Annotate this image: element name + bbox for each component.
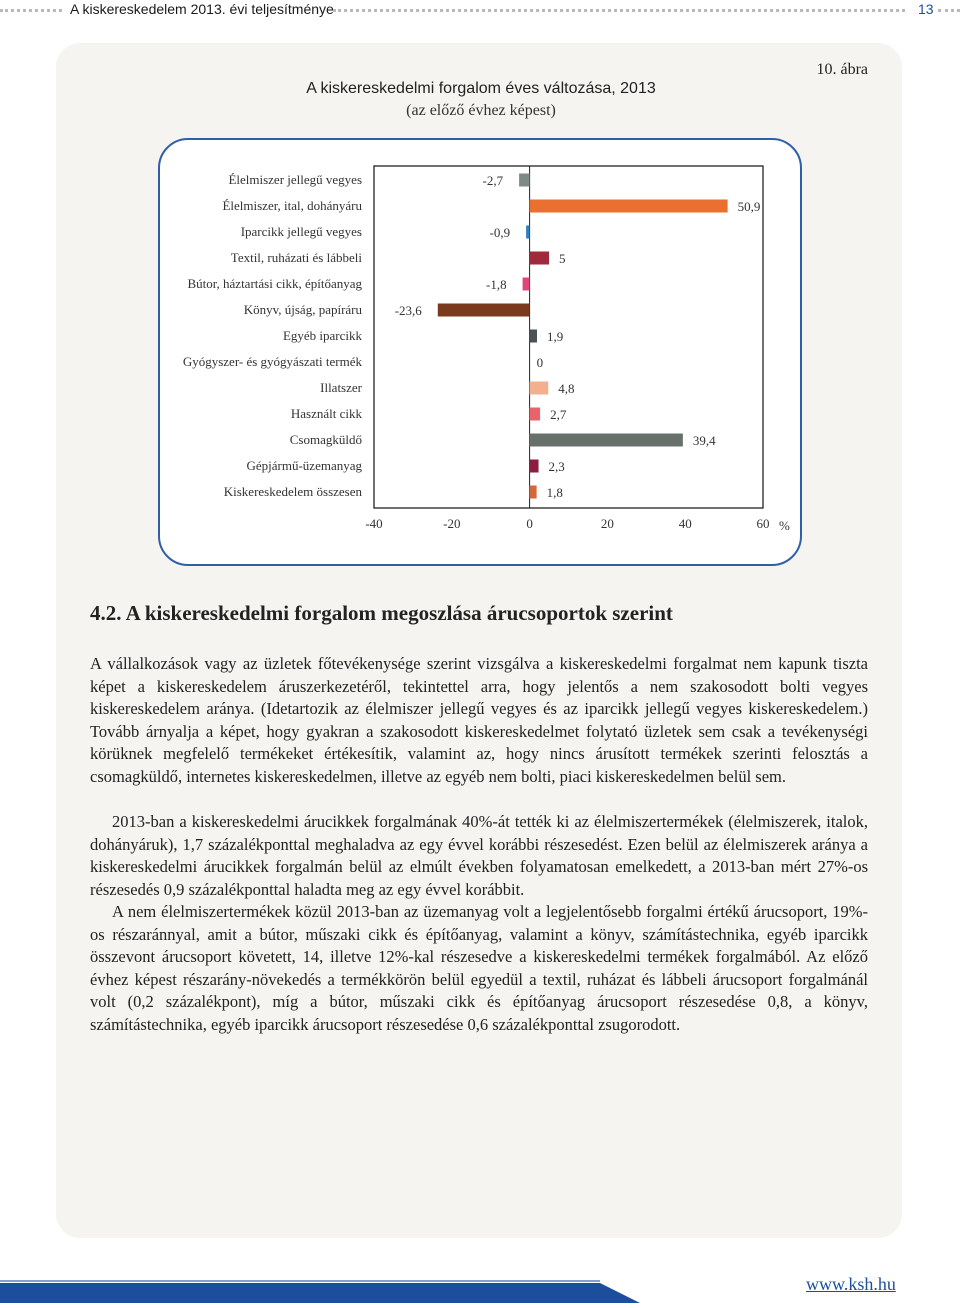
ksh-website-link[interactable]: www.ksh.hu [806, 1274, 896, 1294]
category-label: Iparcikk jellegű vegyes [240, 224, 362, 239]
data-label: -2,7 [482, 173, 504, 188]
bar [530, 408, 541, 421]
header-dots-mid [333, 9, 905, 12]
category-label: Textil, ruházati és lábbeli [230, 250, 362, 265]
chart-title: A kiskereskedelmi forgalom éves változása, 2013 [306, 80, 656, 97]
bar [530, 460, 539, 473]
category-label: Élelmiszer jellegű vegyes [228, 172, 362, 187]
category-label: Bútor, háztartási cikk, építőanyag [187, 276, 362, 291]
x-tick-label: -20 [443, 516, 461, 531]
data-label: 1,8 [546, 485, 563, 500]
category-label: Gépjármű-üzemanyag [246, 458, 362, 473]
data-label: -23,6 [394, 303, 422, 318]
data-label: 4,8 [558, 381, 575, 396]
data-label: -1,8 [486, 277, 507, 292]
data-label: 0 [536, 355, 544, 370]
chart-subtitle: (az előző évhez képest) [406, 102, 556, 119]
paragraph-1: A vállalkozások vagy az üzletek főtevékenysége szerint vizsgálva a kiskereskedelmi forgalmat nem kapunk tiszta képet a kiskereskedelem áruszerkezetéről, tekintettel arra, hogy jelentős a nem szakosodott bolti vegyes kiskereskedelem aránya. (Idetartozik az élelmiszer jellegű vegyes és az iparcikk jellegű vegyes kiskereskedelem.) Tovább árnyalja a képet, hogy gyakran a szakosodott kiskereskedelmet folytató üzletek sem csak a tevékenységi körüknek megfelelő termékeket értékesítik, valamint az, hogy nincs árusított termékek szerinti felosztás a csomagküldő, internetes kiskereskedelmen, illetve az egyéb nem bolti, piaci kiskereskedelmen belül sem. [90, 654, 868, 786]
bar [530, 382, 549, 395]
x-tick-label: -40 [365, 516, 383, 531]
running-title: A kiskereskedelem 2013. évi teljesítménye [70, 1, 334, 17]
header-dots-left [0, 9, 62, 12]
x-tick-label: 60 [756, 516, 770, 531]
data-label: 5 [559, 251, 566, 266]
bar [530, 252, 549, 265]
x-unit-label: % [779, 518, 790, 533]
bar [530, 486, 537, 499]
bar-chart [56, 43, 902, 583]
bar [519, 174, 530, 187]
plot-area [374, 166, 763, 508]
bar [438, 304, 530, 317]
running-header [0, 0, 960, 20]
footer-band [0, 1283, 640, 1303]
page-number: 13 [918, 1, 934, 17]
bar [530, 200, 728, 213]
data-label: 50,9 [737, 199, 761, 214]
section-heading: 4.2. A kiskereskedelmi forgalom megoszlása árucsoportok szerint [90, 601, 673, 625]
paragraph-2: 2013-ban a kiskereskedelmi árucikkek forgalmának 40%-át tették ki az élelmiszertermékek (élelmiszerek, italok, dohányáruk), 1,7 százalékponttal meghaladva az egy évvel korábbi részesedést. Ezen belül az élelmiszerek aránya a kiskereskedelmi árucikkek forgalmán belül az elmúlt években folyamatosan emelkedett, a 2013-ban mért 27%-os részesedés 0,9 százalékponttal haladta meg az egy évvel korábbit. [90, 812, 868, 899]
paragraph-3: A nem élelmiszertermékek közül 2013-ban az üzemanyag volt a legjelentősebb forgalmi értékű árucsoport, 19%-os részaránnyal, amit a bútor, műszaki cikk és építőanyag, valamint a könyv, számítástechnika, egyéb iparcikk összevont árucsoport követett, 14, illetve 12%-kal részesedve a kiskereskedelmi termékek forgalmából. Az előző évhez képest részarány-növekedés a termékkörön belül egyedül a textil, ruházat és lábbeli árucsoport forgalmánál volt (0,2 százalékpont), míg a bútor, műszaki cikk és építőanyag árucsoport részesedése 0,8, a könyv, számítástechnika, egyéb iparcikk árucsoport részesedése 0,6 százalékponttal zsugorodott. [90, 902, 868, 1034]
footer-accent-line [0, 1280, 600, 1282]
category-label: Használt cikk [290, 406, 362, 421]
figure-label: 10. ábra [816, 61, 868, 78]
data-label: 2,3 [548, 459, 565, 474]
category-label: Élelmiszer, ital, dohányáru [222, 198, 362, 213]
category-label: Egyéb iparcikk [282, 328, 362, 343]
bar [530, 434, 683, 447]
category-label: Gyógyszer- és gyógyászati termék [182, 354, 362, 369]
data-label: 1,9 [546, 329, 564, 344]
x-tick-label: 0 [526, 516, 533, 531]
data-label: 39,4 [692, 433, 716, 448]
category-label: Könyv, újság, papíráru [243, 302, 362, 317]
data-label: -0,9 [489, 225, 511, 240]
data-label: 2,7 [550, 407, 567, 422]
header-dots-right [938, 9, 960, 12]
bar [526, 226, 530, 239]
category-label: Illatszer [320, 380, 362, 395]
x-tick-label: 40 [678, 516, 692, 531]
category-label: Csomagküldő [289, 432, 362, 447]
category-label: Kiskereskedelem összesen [223, 484, 362, 499]
bar [530, 330, 537, 343]
content-panel [56, 43, 902, 1238]
x-tick-label: 20 [600, 516, 614, 531]
bar [523, 278, 530, 291]
